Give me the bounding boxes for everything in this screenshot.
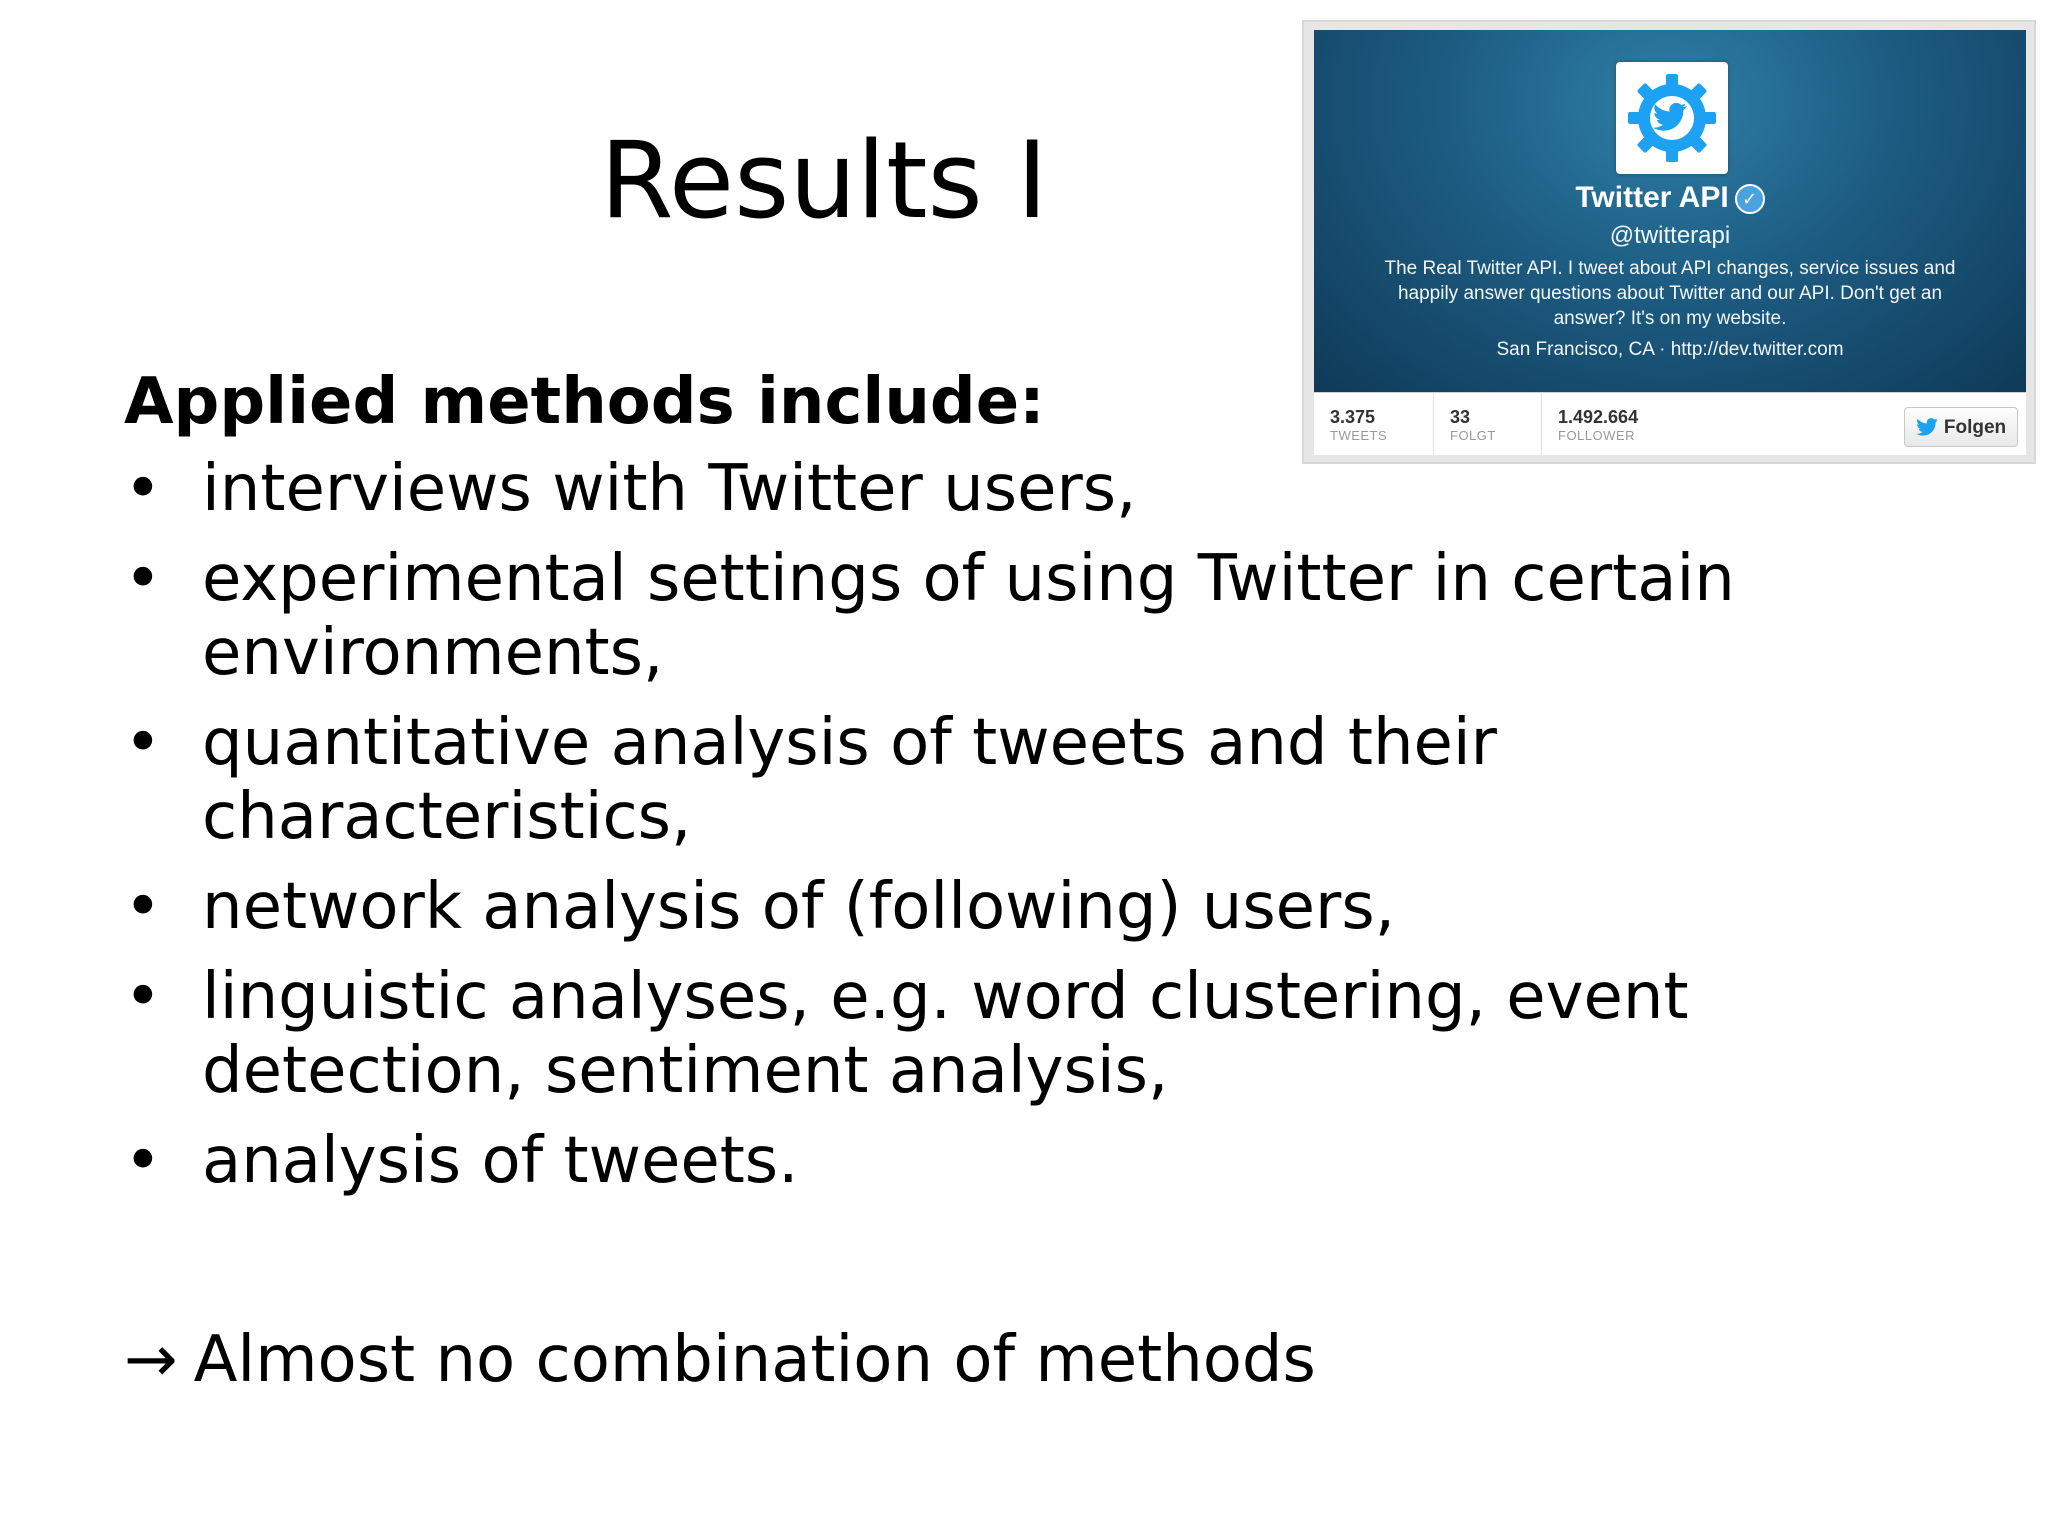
list-item bbox=[124, 542, 1764, 690]
conclusion bbox=[124, 1320, 1316, 1400]
stat-followers-value: 1.492.664 bbox=[1558, 407, 1639, 427]
bullet-icon: • bbox=[124, 452, 162, 526]
profile-location-url: San Francisco, CA · http://dev.twitter.com bbox=[1496, 339, 1844, 360]
profile-banner bbox=[1314, 30, 2026, 392]
bullet-icon: • bbox=[124, 960, 162, 1034]
list-item bbox=[124, 870, 1764, 944]
right-arrow-icon: → bbox=[124, 1323, 178, 1397]
list-item-text: experimental settings of using Twitter in certain environments, bbox=[202, 542, 1735, 690]
twitter-bird-icon bbox=[1916, 418, 1938, 436]
slide-body bbox=[124, 362, 1764, 1214]
methods-heading: Applied methods include: bbox=[124, 365, 1045, 439]
bullet-icon: • bbox=[124, 1124, 162, 1198]
stat-followers-label: FOLLOWER bbox=[1558, 428, 1635, 443]
stat-following-label: FOLGT bbox=[1450, 428, 1496, 443]
twitter-gear-logo-icon bbox=[1624, 70, 1720, 166]
slide-title: Results I bbox=[600, 119, 1048, 242]
profile-name-text: Twitter API bbox=[1575, 181, 1729, 214]
follow-button-label: Folgen bbox=[1943, 417, 2007, 438]
stat-tweets-label: TWEETS bbox=[1330, 428, 1388, 443]
conclusion-text: Almost no combination of methods bbox=[193, 1323, 1316, 1397]
methods-list bbox=[124, 452, 1764, 1198]
profile-bio: The Real Twitter API. I tweet about API changes, service issues and happily answer questions about Twitter and our API. Don't get an answer? It's on my website. bbox=[1384, 258, 1956, 329]
list-item-text: interviews with Twitter users, bbox=[202, 452, 1137, 526]
list-item-text: quantitative analysis of tweets and their characteristics, bbox=[202, 706, 1497, 854]
follow-button[interactable] bbox=[1904, 407, 2018, 447]
bullet-icon: • bbox=[124, 706, 162, 780]
bullet-icon: • bbox=[124, 542, 162, 616]
list-item-text: network analysis of (following) users, bbox=[202, 870, 1396, 944]
stat-following-value: 33 bbox=[1450, 407, 1471, 427]
profile-handle: @twitterapi bbox=[1609, 222, 1731, 249]
list-item bbox=[124, 706, 1764, 854]
list-item bbox=[124, 452, 1764, 526]
list-item-text: linguistic analyses, e.g. word clustering, event detection, sentiment analysis, bbox=[202, 960, 1689, 1108]
list-item bbox=[124, 960, 1764, 1108]
bullet-icon: • bbox=[124, 870, 162, 944]
stat-tweets-value: 3.375 bbox=[1330, 407, 1376, 427]
list-item-text: analysis of tweets. bbox=[202, 1124, 799, 1198]
list-item bbox=[124, 1124, 1764, 1198]
verified-badge-icon: ✓ bbox=[1735, 184, 1765, 214]
profile-name[interactable] bbox=[1314, 180, 2026, 216]
avatar[interactable] bbox=[1616, 62, 1728, 174]
